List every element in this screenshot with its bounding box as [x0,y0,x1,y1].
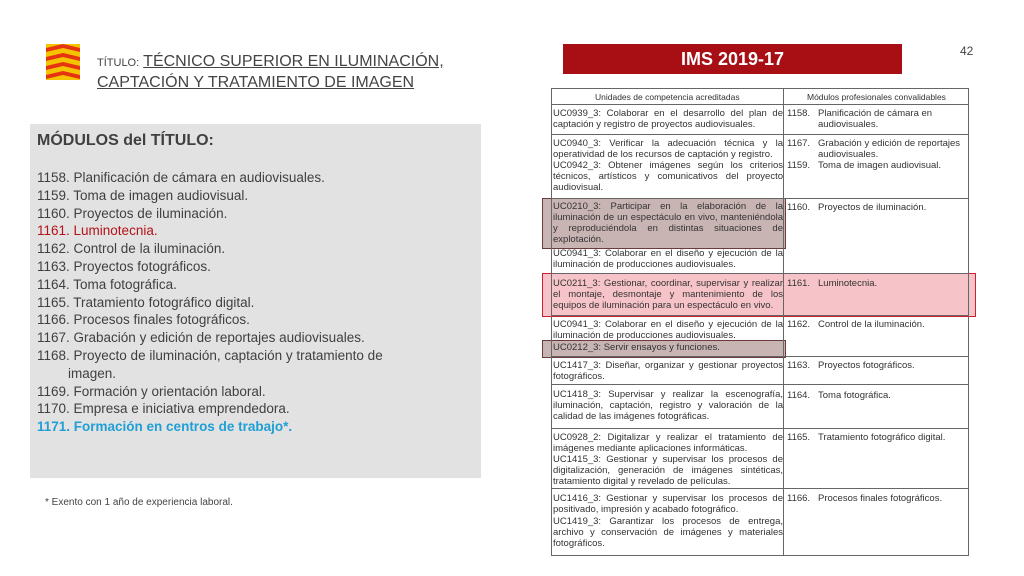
title-main: TÉCNICO SUPERIOR EN ILUMINACIÓN, CAPTACIÓN Y TRATAMIENTO DE IMAGEN [97,53,444,91]
module-item: 1168. Proyecto de iluminación, captación y tratamiento de [37,347,383,363]
modules-list [37,169,383,436]
footnote: * Exento con 1 año de experiencia laboral. [45,497,233,508]
table-header-uc: Unidades de competencia acreditadas [595,92,740,102]
uc-cell: UC1415_3: Gestionar y supervisar los procesos de digitalización, generación de imágenes sintéticas, tratamiento digital y revelado de películas. [553,454,783,487]
module-cell: 1163. Proyectos fotográficos. [787,360,915,371]
module-item: 1160. Proyectos de iluminación. [37,205,228,221]
uc-cell: UC0941_3: Colaborar en el diseño y ejecución de la iluminación de producciones audiovisuales. [553,319,783,341]
module-item-continuation: imagen. [68,365,117,381]
module-item: 1165. Tratamiento fotográfico digital. [37,294,255,310]
module-item: 1163. Proyectos fotográficos. [37,258,211,274]
uc-cell: UC1419_3: Garantizar los procesos de entrega, archivo y conservación de imágenes y materiales fotográficos. [553,516,783,549]
uc-cell: UC1416_3: Gestionar y supervisar los procesos de positivado, impresión y acabado fotográfico. [553,493,783,515]
title-prefix: TÍTULO: [97,57,140,69]
uc-cell: UC1418_3: Supervisar y realizar la escenografía, iluminación, captación, registro y valoración de la calidad de las imágenes fotográficas. [553,389,783,422]
module-cell: 1167. Grabación y edición de reportajes audiovisuales. [787,138,961,160]
module-cell: 1160. Proyectos de iluminación. [787,202,927,213]
module-cell: 1161. Luminotecnia. [787,278,878,289]
page-number: 42 [960,44,974,58]
uc-cell: UC0942_3: Obtener imágenes según los criterios técnicos, artísticos y comunicativos del proyecto audiovisual. [553,160,783,193]
uc-cell: UC0941_3: Colaborar en el diseño y ejecución de la iluminación de producciones audiovisuales. [553,248,783,270]
uc-cell: UC0211_3: Gestionar, coordinar, supervisar y realizar el montaje, desmontaje y mantenimiento de los equipos de iluminación para un espectáculo en vivo. [553,278,783,311]
module-cell: 1158. Planificación de cámara en audiovisuales. [787,108,933,130]
module-item: 1159. Toma de imagen audiovisual. [37,187,249,203]
uc-cell: UC0940_3: Verificar la adecuación técnica y la operatividad de los recursos de captación y registro. [553,138,783,160]
module-item: 1166. Procesos finales fotográficos. [37,312,250,328]
module-cell: 1165. Tratamiento fotográfico digital. [787,432,946,443]
module-cell: 1164. Toma fotográfica. [787,390,891,401]
module-cell: 1162. Control de la iluminación. [787,319,925,330]
uc-cell: UC0939_3: Colaborar en el desarrollo del plan de captación y registro de proyectos audiovisuales. [553,108,783,130]
module-item: 1170. Empresa e iniciativa emprendedora. [37,401,290,417]
module-item: 1169. Formación y orientación laboral. [37,383,266,399]
table-header-modules: Módulos profesionales convalidables [807,92,946,102]
module-cell: 1159. Toma de imagen audiovisual. [787,160,942,171]
module-item: 1162. Control de la iluminación. [37,241,226,257]
modules-panel [30,124,481,478]
uc-cell: UC1417_3: Diseñar, organizar y gestionar proyectos fotográficos. [553,360,783,382]
convalidation-table [551,88,969,556]
module-item-luminotecnia: 1161. Luminotecnia. [37,223,158,239]
module-item-fct: 1171. Formación en centros de trabajo*. [37,419,293,435]
aragon-flag-logo [46,44,80,80]
uc-cell: UC0928_2: Digitalizar y realizar el tratamiento de imágenes mediante aplicaciones informáticas. [553,432,783,454]
modules-heading: MÓDULOS del TÍTULO: [37,132,214,149]
uc-cell: UC0210_3: Participar en la elaboración de la iluminación de un espectáculo en vivo, manteniéndola y reproduciéndola en distintas situaciones de explotación. [553,201,783,245]
page-title [97,52,527,92]
module-item: 1167. Grabación y edición de reportajes audiovisuales. [37,330,365,346]
module-item: 1164. Toma fotográfica. [37,276,177,292]
module-cell: 1166. Procesos finales fotográficos. [787,493,943,504]
module-item: 1158. Planificación de cámara en audiovisuales. [37,170,325,185]
uc-cell: UC0212_3: Servir ensayos y funciones. [553,342,720,353]
ims-banner: IMS 2019-17 [563,44,902,74]
